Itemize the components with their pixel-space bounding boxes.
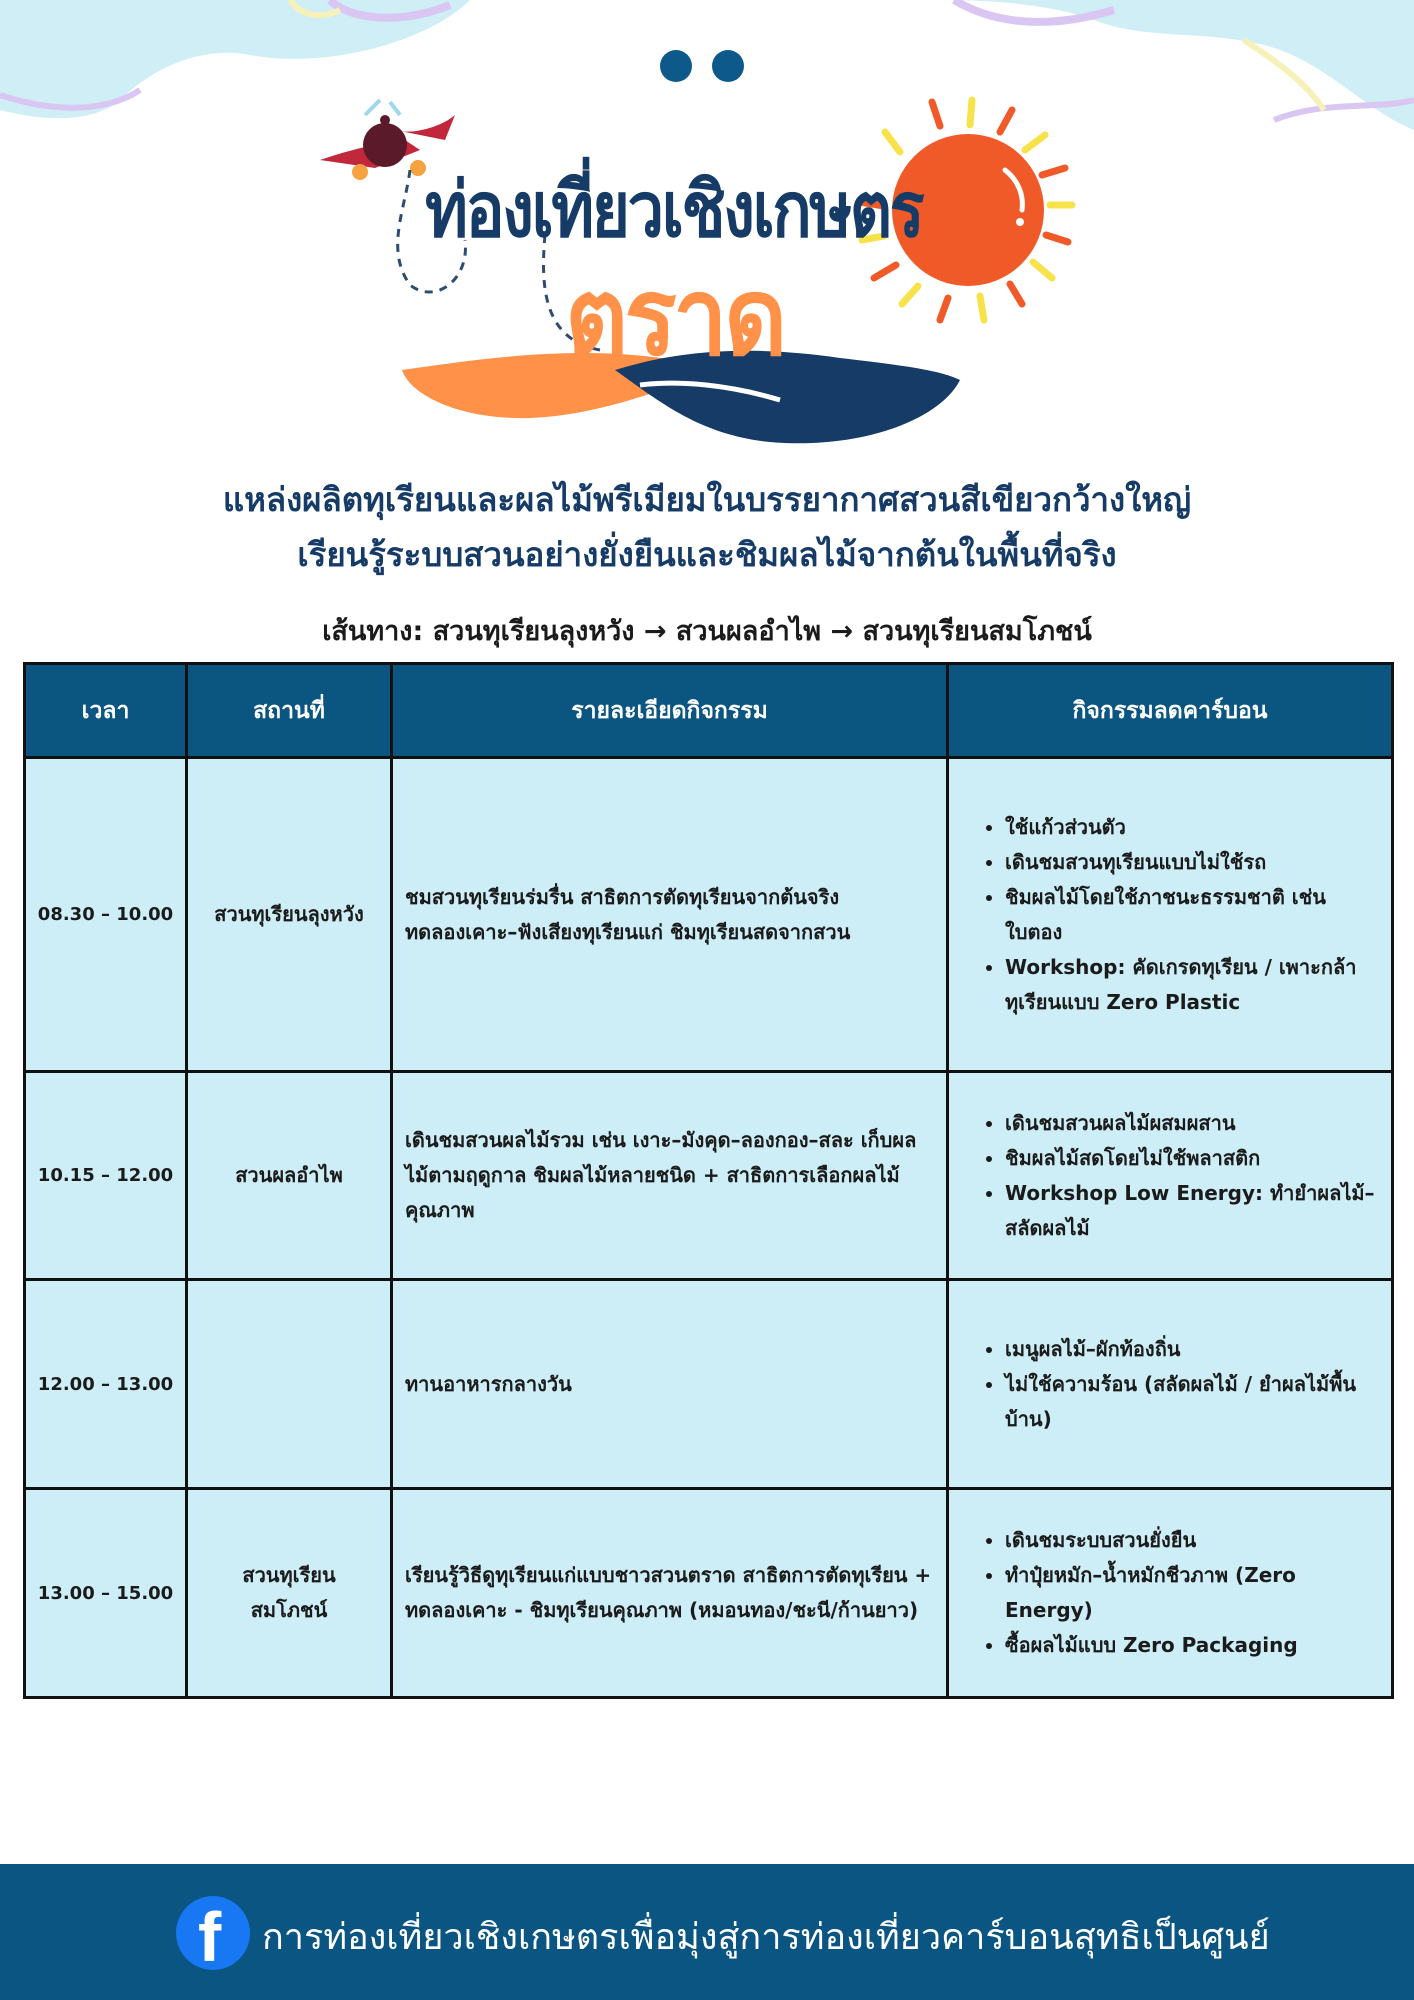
header-place: สถานที่ [187, 664, 392, 758]
place-cell: สวนทุเรียนลุงหวัง [187, 758, 392, 1072]
header-time: เวลา [25, 664, 187, 758]
detail-cell [392, 758, 948, 1072]
place-cell: สวนผลอำไพ [187, 1072, 392, 1280]
header-detail: รายละเอียดกิจกรรม [392, 664, 948, 758]
carbon-cell [948, 758, 1393, 1072]
carbon-cell [948, 1489, 1393, 1698]
carbon-list [1005, 1106, 1377, 1246]
time-cell: 08.30 – 10.00 [25, 758, 187, 1072]
time-cell: 13.00 – 15.00 [25, 1489, 187, 1698]
place-cell [187, 1489, 392, 1698]
list-item: • ซื้อผลไม้แบบ Zero Packaging [1005, 1628, 1377, 1663]
table-row [25, 758, 1393, 1072]
list-item: • เดินชมสวนทุเรียนแบบไม่ใช้รถ [1005, 845, 1377, 880]
list-item: • ชิมผลไม้สดโดยไม่ใช้พลาสติก [1005, 1141, 1377, 1176]
list-item: • ไม่ใช้ความร้อน (สลัดผลไม้ / ยำผลไม้พื้นบ้าน) [1005, 1367, 1377, 1437]
list-item: • ใช้แก้วส่วนตัว [1005, 810, 1377, 845]
list-item: • เดินชมระบบสวนยั่งยืน [1005, 1523, 1377, 1558]
tagline-1: แหล่งผลิตทุเรียนและผลไม้พรีเมียมในบรรยากาศสวนสีเขียวกว้างใหญ่ [222, 480, 1192, 519]
logo-subtitle: ตราด [565, 255, 784, 380]
tagline-2: เรียนรู้ระบบสวนอย่างยั่งยืนและชิมผลไม้จากต้นในพื้นที่จริง [297, 535, 1117, 574]
logo-dots [660, 50, 764, 86]
detail-line: ชมสวนทุเรียนร่มรื่น สาธิตการตัดทุเรียนจากต้นจริง [405, 884, 840, 909]
list-item: • ทำปุ๋ยหมัก–น้ำหมักชีวภาพ (Zero Energy) [1005, 1558, 1377, 1628]
footer-text: การท่องเที่ยวเชิงเกษตรเพื่อมุ่งสู่การท่องเที่ยวคาร์บอนสุทธิเป็นศูนย์ [262, 1917, 1270, 1958]
facebook-icon[interactable]: f [176, 1896, 250, 1970]
place-cell [187, 1280, 392, 1489]
carbon-list [1005, 1332, 1377, 1437]
route-line: เส้นทาง: สวนทุเรียนลุงหวัง → สวนผลอำไพ → สวนทุเรียนสมโภชน์ [322, 616, 1092, 647]
detail-cell: ทานอาหารกลางวัน [392, 1280, 948, 1489]
table-row [25, 1072, 1393, 1280]
table-header-row [25, 664, 1393, 758]
header-carbon: กิจกรรมลดคาร์บอน [948, 664, 1393, 758]
list-item: • เมนูผลไม้–ผักท้องถิ่น [1005, 1332, 1377, 1367]
list-item: • เดินชมสวนผลไม้ผสมผสาน [1005, 1106, 1377, 1141]
detail-cell: เรียนรู้วิธีดูทุเรียนแก่แบบชาวสวนตราด สาธิตการตัดทุเรียน + ทดลองเคาะ - ชิมทุเรียนคุณภาพ (หมอนทอง/ชะนี/ก้านยาว) [392, 1489, 948, 1698]
detail-line: ทดลองเคาะ–ฟังเสียงทุเรียนแก่ ชิมทุเรียนสดจากสวน [405, 919, 851, 944]
time-cell: 10.15 – 12.00 [25, 1072, 187, 1280]
footer-bar [0, 1864, 1414, 2000]
schedule-table [23, 662, 1394, 1699]
time-cell: 12.00 – 13.00 [25, 1280, 187, 1489]
list-item: • ชิมผลไม้โดยใช้ภาชนะธรรมชาติ เช่น ใบตอง [1005, 880, 1377, 950]
carbon-list [1005, 810, 1377, 1020]
table-row [25, 1489, 1393, 1698]
list-item: • Workshop Low Energy: ทำยำผลไม้–สลัดผลไม้ [1005, 1176, 1377, 1246]
carbon-list [1005, 1523, 1377, 1663]
detail-cell: เดินชมสวนผลไม้รวม เช่น เงาะ–มังคุด–ลองกอง–สละ เก็บผลไม้ตามฤดูกาล ชิมผลไม้หลายชนิด + สาธิตการเลือกผลไม้คุณภาพ [392, 1072, 948, 1280]
logo [300, 40, 1100, 470]
list-item: • Workshop: คัดเกรดทุเรียน / เพาะกล้าทุเรียนแบบ Zero Plastic [1005, 950, 1377, 1020]
place-line: สมโภชน์ [250, 1598, 328, 1622]
carbon-cell [948, 1072, 1393, 1280]
table-row [25, 1280, 1393, 1489]
logo-title: ท่องเที่ยวเชิงเกษตร [425, 165, 923, 254]
carbon-cell [948, 1280, 1393, 1489]
place-line: สวนทุเรียน [242, 1563, 336, 1587]
